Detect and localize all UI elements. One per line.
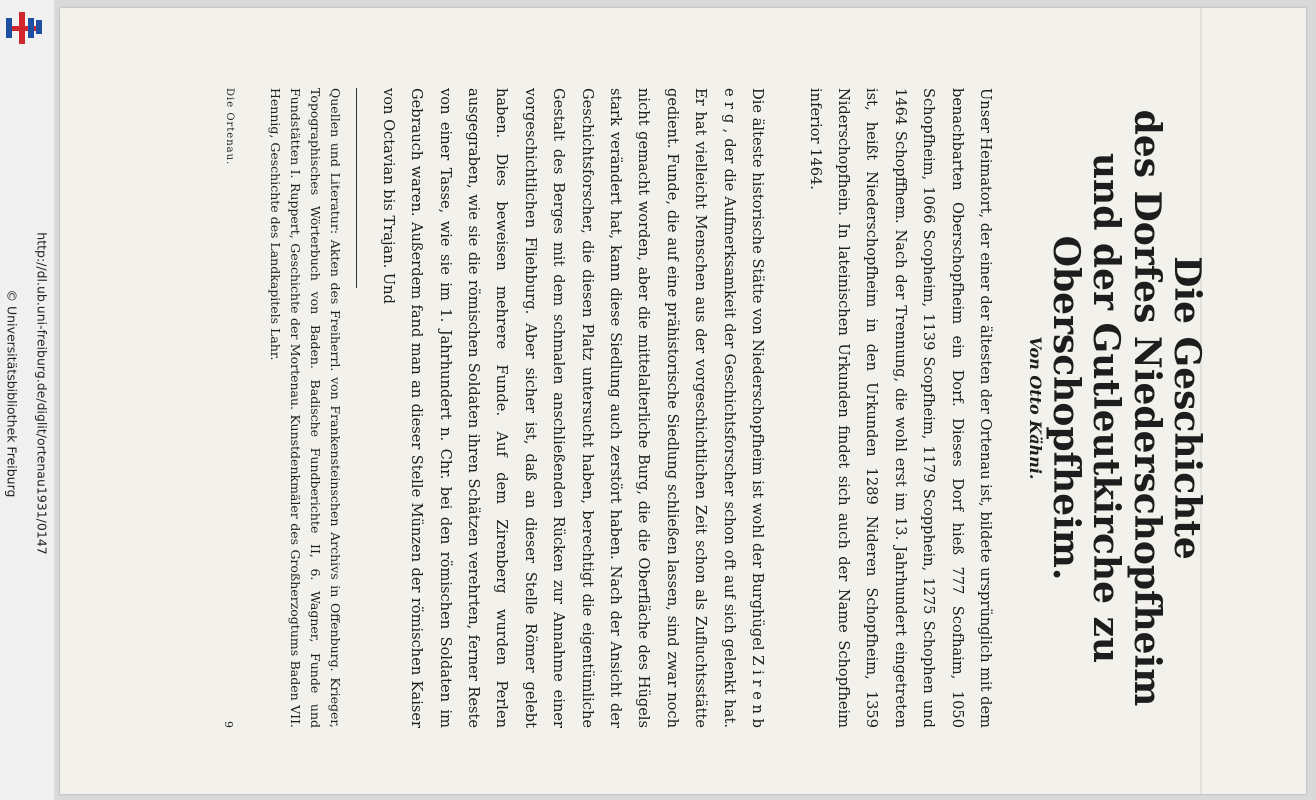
- footnote-divider: [356, 88, 357, 288]
- running-footer: Die Ortenau.: [224, 88, 235, 166]
- title-line-1: Die Geschichte: [1166, 256, 1208, 560]
- article-author: Von Otto Kähni.: [1026, 336, 1045, 480]
- page-content: [85, 58, 1235, 758]
- scan-viewport: [54, 0, 1316, 800]
- body-paragraph-2: Die älteste historische Stätte von Niederschopfheim ist wohl der Burghügel Z i r e n b e r g , der die Aufmerksamkeit der Geschichtsforscher schon oft auf sich gelenkt hat. Er hat vielleicht Menschen aus der vorgeschichtlichen Zeit schon als Zufluchtsstätte gedient. Funde, die auf eine prähistorische Siedlung schließen lassen, sind zwar noch nicht gemacht worden, aber die mittelalterliche Burg, die die Oberfläche des Hügels stark verändert hat, kann diese Siedlung auch zerstört haben. Nach der Ansicht der Geschichtsforscher, die diesen Platz untersucht haben, berechtigt die eigentümliche Gestalt des Berges mit dem schmalen anschließenden Rücken zur Annahme einer vorgeschichtlichen Fliehburg. Aber sicher ist, daß an dieser Stelle Römer gelebt haben. Dies beweisen mehrere Funde. Auf dem Zirenberg wurden Perlen ausgegraben, wie sie die römischen Soldaten ihren Schätzen verehrten, ferner Reste von einer Tasse, wie sie im 1. Jahrhundert n. Chr. bei den römischen Soldaten im Gebrauch waren. Außerdem fand man an dieser Stelle Münzen der römischen Kaiser von Octavian bis Trajan. Und: [379, 88, 766, 728]
- university-logo: [3, 8, 45, 48]
- library-sidebar: [0, 0, 54, 800]
- scanned-page: [60, 8, 1306, 794]
- page-number: 9: [222, 721, 235, 728]
- article-title: [1046, 58, 1207, 758]
- body-paragraph-1: Unser Heimatort, der einer der ältesten der Ortenau ist, bildete ursprünglich mit dem benachbarten Oberschopfheim ein Dorf. Dieses Dorf hieß 777 Scofhaim, 1050 Schopfheim, 1066 Scopheim, 1139 Scopfheim, 1179 Scopphein, 1275 Schophen und 1464 Schopffhem. Nach der Trennung, die wohl erst im 13. Jahrhundert eingetreten ist, heißt Niederschopfheim in den Urkunden 1289 Nideren Schopfheim, 1359 Niderschopfhein. In lateinischen Urkunden findet sich auch der Name Schopfheim inferior 1464.: [806, 88, 994, 728]
- copyright-notice: © Universitätsbibliothek Freiburg: [4, 289, 20, 498]
- document-url[interactable]: http://dl.ub.uni-freiburg.de/diglit/ortenau1931/0147: [34, 232, 50, 555]
- footnote-sources: Quellen und Literatur: Akten des Freiherrl. von Frankensteinschen Archivs in Offenburg. Krieger, Topographisches Wörterbuch von Baden. Badische Fundberichte II, 6. Wagner, Funde und Fundstätten I. Ruppert, Geschichte der Mortenau. Kunstdenkmäler des Großherzogtums Baden VII. Hennig, Geschichte des Landkapitels Lahr.: [268, 88, 343, 728]
- title-line-2: des Dorfes Niederschopfheim: [1125, 109, 1168, 707]
- title-line-3: und der Gutleutkirche zu Oberschopfheim.: [1045, 152, 1128, 664]
